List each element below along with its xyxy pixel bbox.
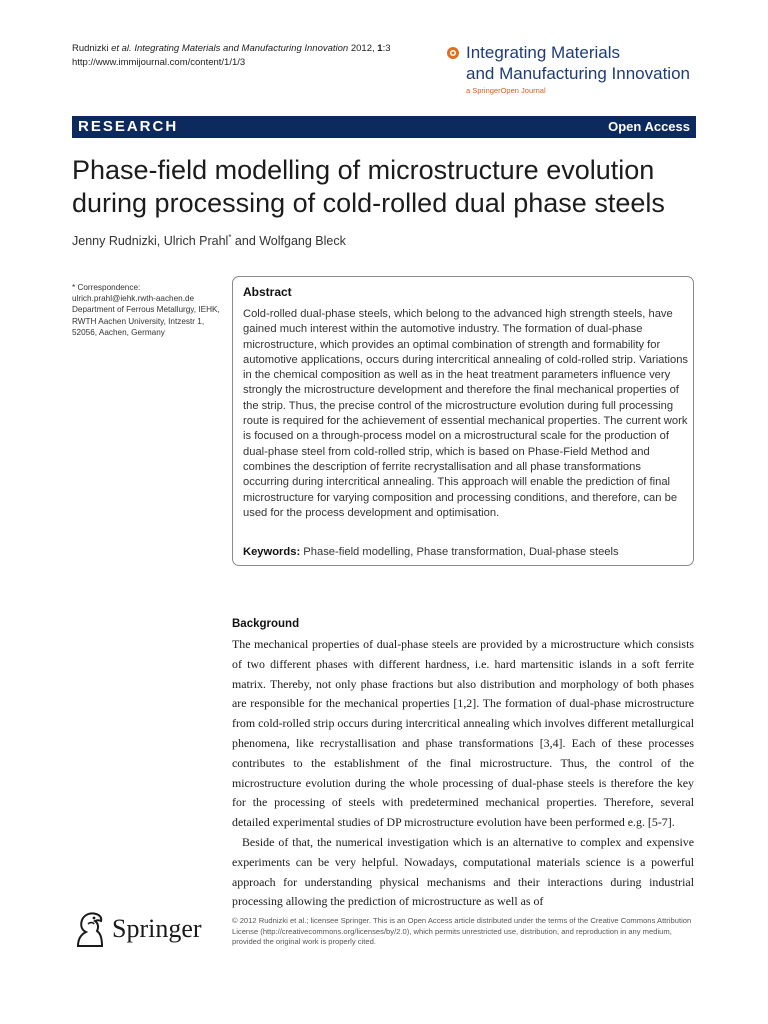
citation-authors: Rudnizki: [72, 43, 112, 54]
citation-year: 2012,: [348, 43, 378, 54]
abstract-box: [232, 276, 694, 566]
citation-header: [72, 42, 391, 70]
article-type-label: RESEARCH: [78, 118, 179, 135]
author-list: [72, 233, 346, 248]
citation-line: [72, 42, 391, 56]
journal-name-line1: Integrating Materials: [466, 43, 621, 62]
body-paragraph-1: The mechanical properties of dual-phase steels are provided by a microstructure which consists of two different phases with different hardness, i.e. hard martensitic islands in a soft ferrite matrix. Thereby, not only phase fractions but also distribution and morphology of both phases are responsible for the mechanical properties [1,2]. The formation of dual-phase microstructure from cold-rolled strip occurs during intercritical annealing which involves different metallurgical phenomena, like recrystallisation and phase transformations [3,4]. Each of these processes contributes to the establishment of the final microstructure. Thus, the control of the microstructure evolution during the whole processing of dual-phase steels is therefore the key for the processing of steels with predetermined mechanical properties. Therefore, several detailed experimental studies of DP microstructure evolution have been performed e.g. [5-7].: [232, 637, 694, 830]
springeropen-logo-icon: [446, 46, 460, 60]
citation-article: :3: [382, 43, 391, 54]
author-info-sidebar: [72, 282, 224, 338]
journal-subtitle: a SpringerOpen Journal: [466, 86, 546, 95]
springer-logo[interactable]: [72, 908, 222, 952]
authors-last: and Wolfgang Bleck: [231, 234, 346, 249]
correspondence-note: * Correspondence: ulrich.prahl@iehk.rwth-aachen.de: [72, 283, 195, 304]
article-title: Phase-field modelling of microstructure evolution during processing of cold-rolled dual phase steels: [72, 155, 665, 218]
keywords-list: Phase-field modelling, Phase transformation, Dual-phase steels: [300, 546, 619, 558]
authors-first: Jenny Rudnizki, Ulrich Prahl: [72, 234, 229, 249]
body-text: [232, 635, 694, 912]
abstract-heading: Abstract: [243, 285, 292, 299]
keywords-line: [243, 546, 689, 558]
license-text: © 2012 Rudnizki et al.; licensee Springer. This is an Open Access article distributed under the terms of the Creative Commons Attribution License (http://creativecommons.org/licenses/by/2.0), which permits unrestricted use, distribution, and reproduction in any medium, provided the original work is properly cited.: [232, 916, 692, 946]
body-paragraph-2: Beside of that, the numerical investigation which is an alternative to complex and expensive experiments can be very helpful. Nowadays, computational materials science is a powerful approach for understanding physical mechanisms and their interactions during industrial processing allowing the prediction of microstructure as well as of: [232, 834, 694, 909]
citation-etal: et al.: [111, 43, 132, 54]
citation-volume: 1: [377, 43, 383, 54]
affiliation-note: Department of Ferrous Metallurgy, IEHK, RWTH Aachen University, Intzestr 1, 52056, Aachen, Germany: [72, 305, 220, 337]
keywords-label: Keywords:: [243, 546, 301, 558]
springer-horse-icon: [72, 910, 106, 950]
corresponding-mark: *: [228, 233, 232, 242]
article-type-bar: [72, 116, 696, 138]
citation-journal: Integrating Materials and Manufacturing Innovation: [131, 43, 349, 54]
abstract-text: Cold-rolled dual-phase steels, which belong to the advanced high strength steels, have gained much interest within the automotive industry. The formation of dual-phase microstructure, which provides an optimal combination of strength and formability for automotive applications, occurs during intercritical annealing of cold-rolled strip. Variations in the chemical composition as well as in the heat treatment parameters influence very strongly the microstructure development and therefore the final mechanical properties of the strip. Thus, the precise control of the microstructure evolution during full processing route is required for the achievement of essential mechanical properties. The current work is focused on a through-process model on a microstructural scale for the production of dual-phase steel from cold-rolled strip, which is based on Phase-Field Method and combines the description of ferrite recrystallisation and all phase transformations occurring during intercritical annealing. This approach will enable the prediction of final microstructure for varying composition and processing conditions, and therefore, can be used for the process development and optimisation.: [243, 308, 689, 519]
journal-name: [466, 42, 690, 84]
article-url[interactable]: http://www.immijournal.com/content/1/1/3: [72, 57, 246, 68]
open-access-label: Open Access: [608, 119, 690, 134]
journal-name-line2: and Manufacturing Innovation: [466, 64, 690, 83]
springer-wordmark: Springer: [112, 914, 202, 943]
section-heading-background: Background: [232, 618, 300, 630]
